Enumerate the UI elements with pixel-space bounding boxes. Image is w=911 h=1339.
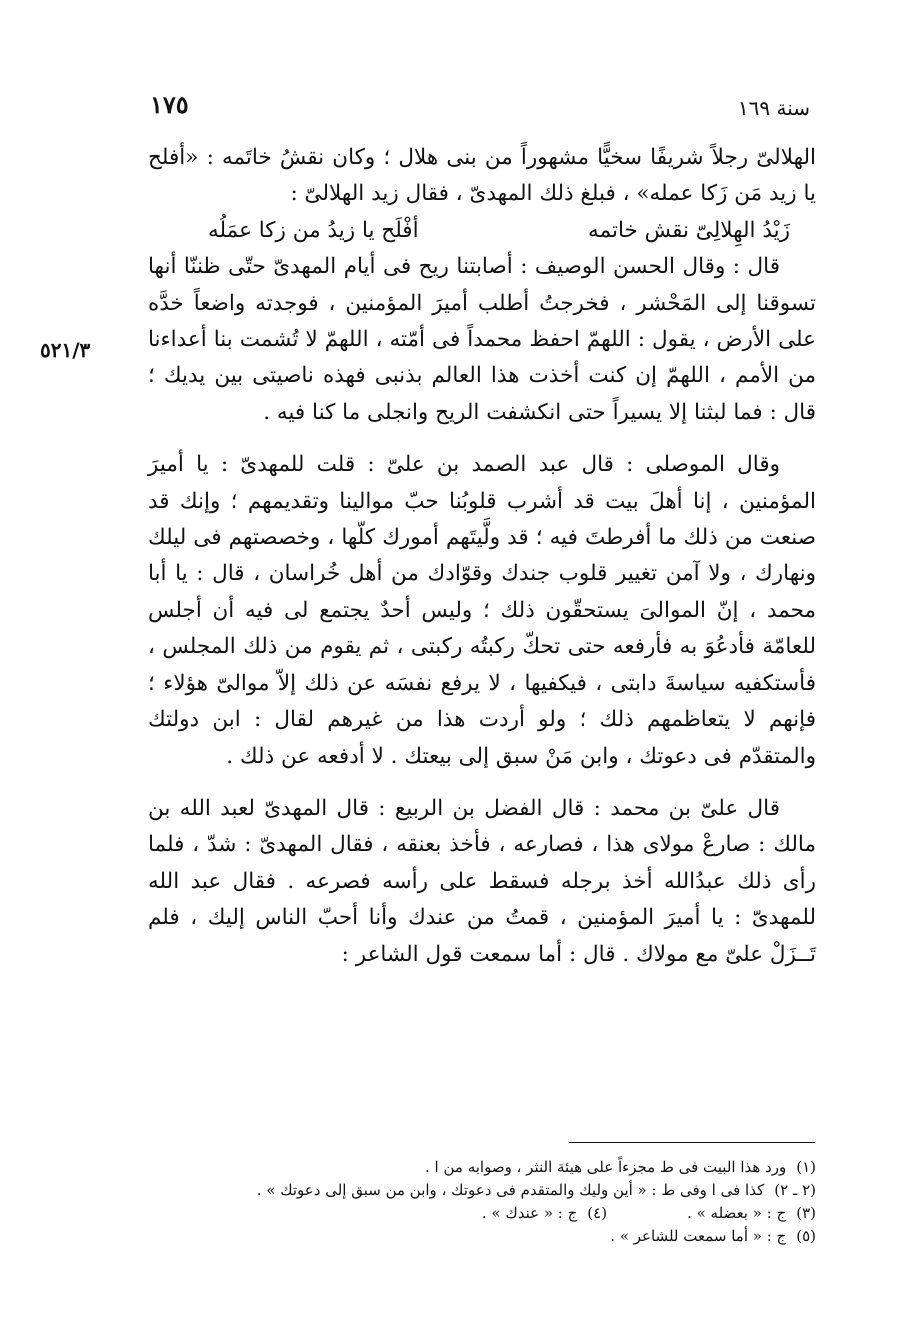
footnote-divider [569,1142,815,1143]
footnote-text: كذا فى ا وفى ط : « أين وليك والمتقدم فى دعوتك ، وابن من سبق إلى دعوتك » . [256,1181,765,1199]
footnote-2 [256,1179,816,1202]
paragraph-2: قال : وقال الحسن الوصيف : أصابتنا ريح فى أيام المهدىّ حتّى ظننّا أنها تسوقنا إلى المَحْشر ، فخرجتُ أطلب أميرَ المؤمنين ، فوجدته واضعاً خدَّه على الأرض ، يقول : اللهمّ احفظ محمداً فى أمّته ، اللهمّ لا تُشمت بنا أعداءنا من الأمم ، اللهمّ إن كنت أخذت هذا العالم بذنبى فهذه ناصيتى بين يديك ؛ قال : فما لبثنا إلا يسيراً حتى انكشفت الريح وانجلى ما كنا فيه . [148,254,816,425]
footnotes [256,1156,816,1248]
paragraph-1-line-1: الهلالىّ رجلاً شريفًا سخيًّا مشهوراً من بنى هلال ؛ وكان نقشُ خاتَمه : [206,145,816,170]
verse [148,213,816,249]
footnote-4 [482,1202,607,1225]
main-text [148,140,816,973]
paragraph-4: قال علىّ بن محمد : قال الفضل بن الربيع : قال المهدىّ لعبد الله بن مالك : صارعْ مولاى هذا ، فصارعه ، فأخذ بعنقه ، فقال المهدىّ : شدّ ، فلما رأى ذلك عبدُالله أخذ برجله فسقط على رأسه فصرعه . فقال عبد الله للمهدىّ : يا أميرَ المؤمنين ، قمتُ من عندك وأنا أحبّ الناس إليك ، فلم تَــزَلْ علىّ مع مولاك . قال : أما سمعت قول الشاعر : [148,795,816,967]
footnote-text: ج : « بعضله » . [687,1204,787,1222]
footnote-1 [300,1156,816,1179]
paragraph-1-line-2: «أفلح يا زيد مَن زَكا عمله» ، فبلغ ذلك المهدىّ ، فقال زيد الهلالىّ : [148,145,816,207]
footnote-number: (٥) [796,1227,816,1245]
footnote-text: ج : « أما سمعت للشاعر » . [610,1227,787,1245]
page-header [150,86,810,126]
paragraph-3: وقال الموصلى : قال عبد الصمد بن علىّ : قلت للمهدىّ : يا أميرَ المؤمنين ، إنا أهلَ بيت قد أشرب قلوبُنا حبّ موالينا وتقديمهم ؛ وإنك قد صنعت من ذلك ما أفرطتَ فيه ؛ قد ولَّيتَهم أمورك كلّها ، وخصصتهم فى ليلك ونهارك ، ولا آمن تغيير قلوب جندك وقوّادك من أهل خُراسان ، قال : يا أبا محمد ، إنّ الموالىَ يستحقّون ذلك ؛ وليس أحدٌ يجتمع لى فيه أن أجلس للعامّة فأدعُوَ به فأرفعه حتى تحكّ ركبتُه ركبتى ، ثم يقوم من ذلك المجلس ، فأستكفيه سياسةَ دابتى ، فيكفيها ، لا يرفع نفسَه عن ذلك إلاّ موالىّ هؤلاء ؛ فإنهم لا يتعاظمهم ذلك ؛ ولو أردت هذا من غيرهم لقال : ابن دولتك والمتقدّم فى دعوتك ، وابن مَنْ سبق إلى بيعتك . لا أدفعه عن ذلك . [148,452,816,769]
footnote-text: ج : « عندك » . [481,1204,578,1222]
page-number: ١٧٥ [150,90,189,119]
verse-hemistich-left: أفْلَح يا زيدُ من زكا عمَلُه [208,217,419,243]
footnote-5 [300,1225,816,1248]
running-head-year: سنة ١٦٩ [737,96,810,120]
footnote-number: (٢ ـ ٢) [774,1181,816,1199]
footnote-number: (٣) [796,1204,816,1222]
footnote-3 [687,1202,816,1225]
verse-hemistich-right: زَيْدُ الهِلالِىّ نقش خاتمه [588,217,790,243]
footnote-number: (١) [796,1158,816,1176]
footnote-text: ورد هذا البيت فى ط مجزءاً على هيئة النثر ، وصوابه من ا . [425,1158,787,1176]
margin-reference: ٥٢١/٣ [40,338,91,362]
footnote-number: (٤) [587,1204,608,1222]
paragraph-1 [148,140,816,213]
footnote-row [300,1202,816,1225]
